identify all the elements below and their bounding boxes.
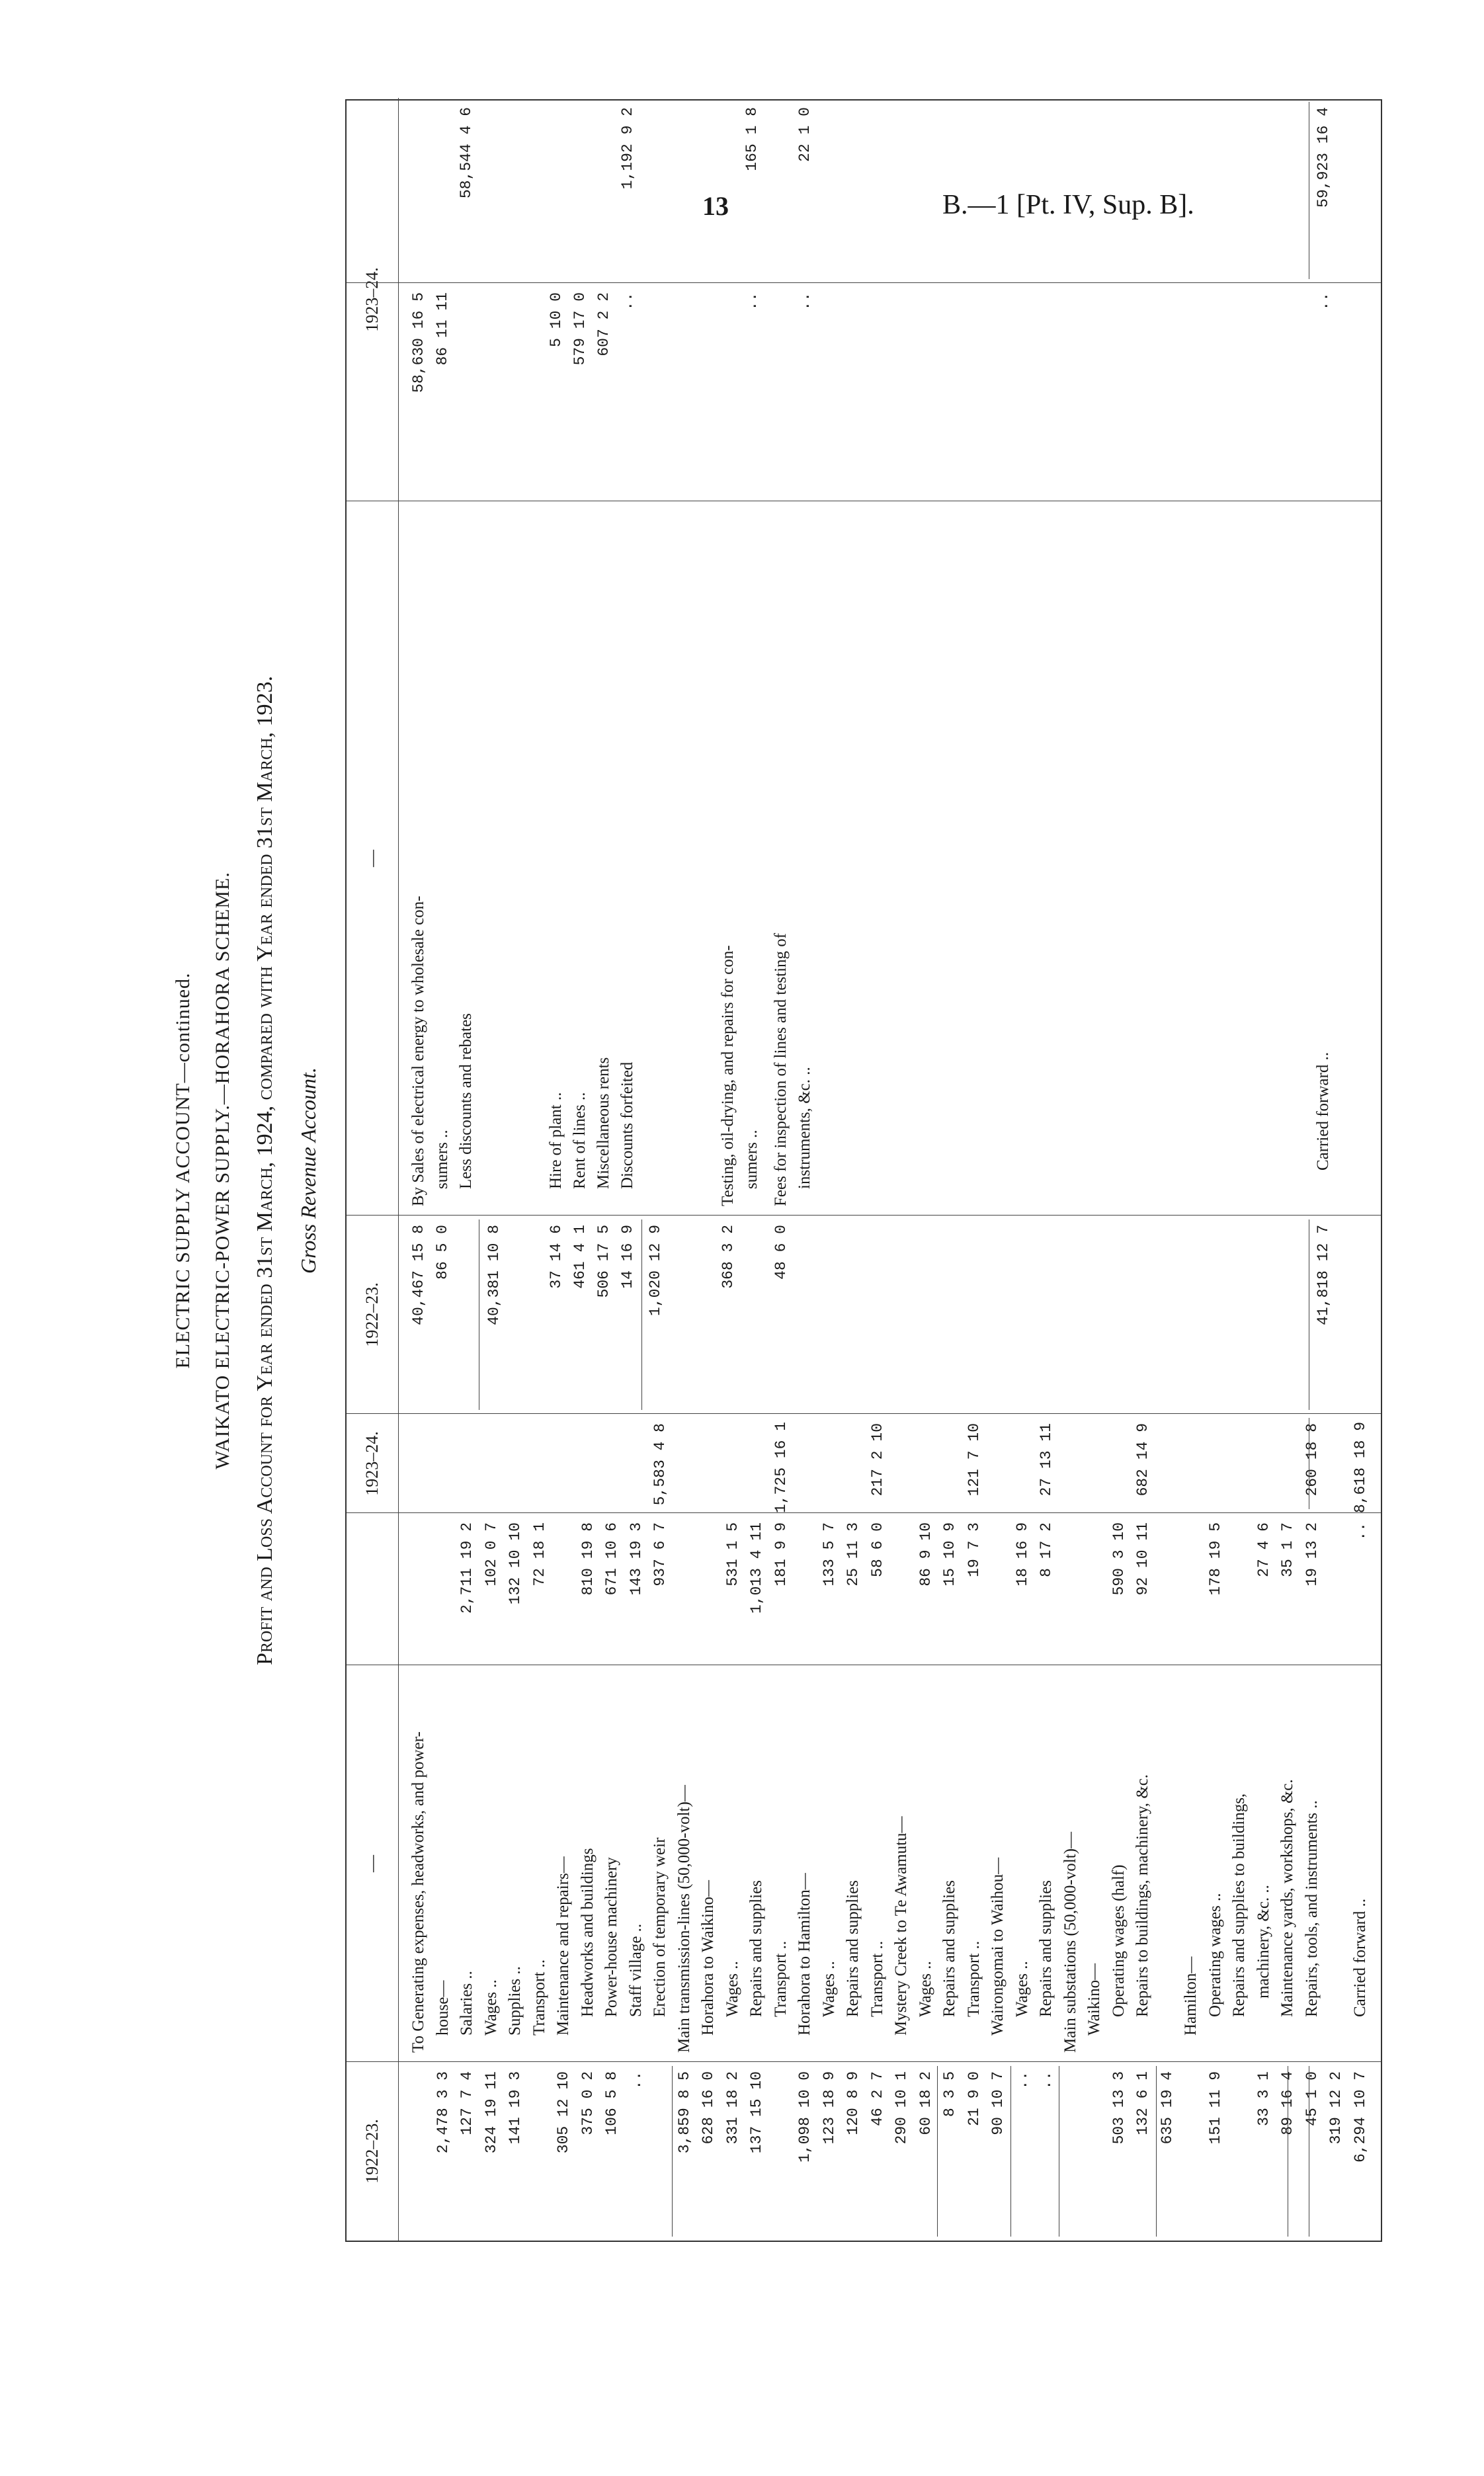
exp-prev-value: 375 0 2 — [579, 2071, 597, 2135]
exp-cur-item-value: 1,013 4 11 — [748, 1522, 765, 1614]
exp-item-label: Mystery Creek to Te Awamutu— — [892, 1816, 910, 2036]
inc-item-label — [483, 501, 505, 1216]
exp-item-label: Repairs and supplies — [940, 1880, 958, 2017]
rotated-account-page — [172, 99, 1382, 2242]
exp-cur-head: 1923–24. — [347, 1262, 399, 1665]
exp-item-label: Transport .. — [771, 1940, 790, 2017]
exp-item-label: Main substations (50,000-volt)— — [1061, 1831, 1079, 2053]
inc-prev-value: 86 5 0 — [434, 1225, 451, 1280]
exp-item-label: Horahora to Waikino— — [699, 1880, 717, 2036]
exp-prev-head: 1922–23. — [347, 2062, 399, 2241]
exp-cur-item-value: 15 10 9 — [941, 1522, 958, 1587]
exp-item-label: Repairs, tools, and instruments .. — [1302, 1800, 1321, 2017]
inc-prev-value: 41,818 12 7 — [1315, 1225, 1332, 1325]
exp-prev-value: 33 3 1 — [1255, 2071, 1272, 2126]
inc-cur-total-value: 1,192 9 2 — [619, 107, 636, 190]
exp-cur-item-value: 27 4 6 — [1255, 1522, 1272, 1577]
inc-item-label: Hire of plant .. — [547, 1092, 565, 1189]
exp-cur-item-value: 181 9 9 — [772, 1522, 790, 1587]
exp-prev-col — [347, 2061, 1381, 2241]
inc-cur-total-value: 165 1 8 — [743, 107, 761, 171]
exp-prev-subtotal-rule — [1156, 2066, 1157, 2237]
exp-item-label: To Generating expenses, headworks, and power- — [409, 1731, 427, 2053]
exp-prev-value: 106 5 8 — [603, 2071, 620, 2135]
exp-item-label: Repairs and supplies — [844, 1880, 862, 2017]
document-reference: B.—1 [Pt. IV, Sup. B]. — [942, 190, 1194, 220]
inc-cur-item-value: .. — [1315, 292, 1332, 311]
exp-cur-item-value: 671 10 6 — [603, 1522, 620, 1596]
title-gross-revenue: Gross Revenue Account. — [296, 1067, 320, 1274]
exp-item-label: Wages .. — [819, 1961, 838, 2017]
inc-prev-col — [347, 1215, 1381, 1414]
exp-prev-value: 1,098 10 0 — [796, 2071, 813, 2163]
exp-item-label: Wairongomai to Waihou— — [989, 1857, 1007, 2036]
exp-cur-item-value: .. — [1351, 1522, 1369, 1541]
exp-cur-item-value: 810 19 8 — [579, 1522, 597, 1596]
inc-item-label: By Sales of electrical energy to wholesale con- — [409, 895, 427, 1206]
exp-prev-value: 2,478 3 3 — [434, 2071, 452, 2154]
exp-cur-total-value: 121 7 10 — [965, 1423, 983, 1497]
exp-cur-item-value: 19 7 3 — [965, 1522, 983, 1577]
exp-cur-col — [347, 1413, 1381, 1665]
exp-cur-item-value: 590 3 10 — [1110, 1522, 1128, 1596]
exp-prev-value: 290 10 1 — [893, 2071, 910, 2145]
exp-prev-value: 503 13 3 — [1110, 2071, 1128, 2145]
exp-item-label: Maintenance yards, workshops, &c. — [1278, 1779, 1296, 2017]
title-profit-loss: Profit and Loss Account for Year ended 31st March, 1924, compared with Year ended 31st March, 1923. — [253, 676, 277, 1665]
inc-desc-head: — — [347, 501, 399, 1216]
inc-item-label: sumers .. — [433, 1130, 451, 1189]
exp-cur-item-value: 18 16 9 — [1013, 1522, 1031, 1587]
title-electric-supply: ELECTRIC SUPPLY ACCOUNT—continued. — [172, 972, 194, 1369]
exp-prev-value: 132 6 1 — [1134, 2071, 1151, 2135]
exp-cur-item-value: 8 17 2 — [1038, 1522, 1055, 1577]
exp-prev-value: 3,859 8 5 — [675, 2071, 693, 2154]
inc-item-label: Fees for inspection of lines and testing of — [772, 932, 790, 1206]
inc-prev-value: 461 4 1 — [571, 1225, 589, 1289]
inc-cur-item-value: 86 11 11 — [434, 292, 451, 366]
inc-cur-item-value: 5 10 0 — [548, 292, 565, 347]
exp-prev-value: .. — [627, 2071, 645, 2090]
exp-prev-value: 305 12 10 — [555, 2071, 572, 2154]
exp-prev-value: 6,294 10 7 — [1351, 2071, 1369, 2163]
exp-prev-value: 141 19 3 — [507, 2071, 524, 2145]
exp-prev-subtotal-rule — [672, 2066, 673, 2237]
exp-cur-item-value: 25 11 3 — [845, 1522, 862, 1587]
inc-prev-head: 1922–23. — [347, 1216, 399, 1414]
exp-cur-item-value: 2,711 19 2 — [458, 1522, 475, 1614]
inc-prev-value: 37 14 6 — [548, 1225, 565, 1289]
inc-cur-item-value: 579 17 0 — [571, 292, 589, 366]
inc-cur-item-value: .. — [619, 292, 636, 311]
exp-cur-item-value: 133 5 7 — [820, 1522, 838, 1587]
inc-prev-value: 368 3 2 — [720, 1225, 737, 1289]
inc-cur-head: 1923–24. — [347, 98, 399, 501]
exp-prev-value: 46 2 7 — [868, 2071, 886, 2126]
exp-prev-value: .. — [1038, 2071, 1055, 2090]
exp-item-label: Power-house machinery — [602, 1857, 620, 2017]
exp-cur-item-value: 531 1 5 — [723, 1522, 741, 1587]
inc-cur-total-value: 59,923 16 4 — [1315, 107, 1332, 208]
inc-prev-value: 40,381 10 8 — [485, 1225, 503, 1325]
exp-cur-item-value: 143 19 3 — [627, 1522, 645, 1596]
exp-item-label: Supplies .. — [506, 1966, 524, 2036]
exp-cur-item-value: 35 1 7 — [1279, 1522, 1296, 1577]
exp-prev-value: 635 19 4 — [1158, 2071, 1176, 2145]
exp-prev-value: 319 12 2 — [1327, 2071, 1344, 2145]
inc-item-label: Testing, oil-drying, and repairs for con- — [719, 945, 737, 1206]
exp-cur-total-value: 260 18 8 — [1303, 1423, 1321, 1497]
exp-cur-item-value: 102 0 7 — [482, 1522, 500, 1587]
exp-item-label: Operating wages .. — [1206, 1893, 1224, 2017]
inc-prev-subtotal-rule — [641, 1219, 642, 1410]
inc-prev-value: 1,020 12 9 — [647, 1225, 664, 1317]
exp-item-label: Wages .. — [1012, 1961, 1031, 2017]
exp-prev-subtotal-rule — [1010, 2066, 1011, 2237]
exp-cur-item-value: 19 13 2 — [1303, 1522, 1321, 1587]
inc-cur-col — [347, 98, 1381, 501]
exp-item-label: Operating wages (half) — [1109, 1864, 1128, 2017]
inc-item-label: sumers .. — [743, 1130, 761, 1189]
exp-prev-value: 89 16 4 — [1279, 2071, 1296, 2135]
exp-cur-item-value: 72 18 1 — [530, 1522, 548, 1587]
exp-prev-value: 628 16 0 — [700, 2071, 717, 2145]
exp-cur-item-value: 937 6 7 — [651, 1522, 669, 1587]
inc-prev-value: 40,467 15 8 — [410, 1225, 427, 1325]
exp-cur-item-value: 58 6 0 — [868, 1522, 886, 1577]
exp-prev-value: 127 7 4 — [458, 2071, 475, 2135]
exp-prev-value: 324 19 11 — [482, 2071, 500, 2154]
exp-item-label: Main transmission-lines (50,000-volt)— — [675, 1785, 693, 2053]
exp-item-label: Salaries .. — [458, 1971, 475, 2036]
exp-item-label: Waikino— — [1085, 1963, 1103, 2036]
exp-item-label: Repairs and supplies to buildings, — [1230, 1793, 1248, 2017]
exp-item-label: Carried forward .. — [1350, 1898, 1369, 2017]
exp-item-label: Repairs to buildings, machinery, &c. — [1134, 1774, 1151, 2017]
exp-cur-item-value: 178 19 5 — [1206, 1522, 1224, 1596]
exp-prev-value: 60 18 2 — [917, 2071, 934, 2135]
page-number: 13 — [702, 191, 729, 221]
exp-cur-total-value: 682 14 9 — [1134, 1423, 1151, 1497]
inc-item-label: Discounts forfeited — [618, 1061, 636, 1189]
inc-prev-value: 506 17 5 — [595, 1225, 612, 1298]
title-scheme: WAIKATO ELECTRIC-POWER SUPPLY.—HORAHORA SCHEME. — [212, 872, 233, 1469]
inc-cur-item-value: 607 2 2 — [595, 292, 612, 356]
inc-prev-value: 48 6 0 — [772, 1225, 790, 1280]
exp-item-label: Hamilton— — [1182, 1956, 1200, 2036]
exp-item-label: Headworks and buildings — [578, 1848, 597, 2017]
inc-item-label: Rent of lines .. — [571, 1092, 589, 1189]
inc-prev-value: 14 16 9 — [619, 1225, 636, 1289]
inc-cur-total-value: 58,544 4 6 — [458, 107, 475, 199]
exp-item-label — [1325, 1665, 1347, 2062]
exp-cur-total-value: 5,583 4 8 — [651, 1423, 669, 1506]
exp-prev-value: 8 3 5 — [941, 2071, 958, 2118]
inc-cur-item-value: .. — [796, 292, 813, 311]
exp-item-label: Transport .. — [868, 1940, 886, 2017]
exp-item-label: Wages .. — [916, 1961, 934, 2017]
exp-cur-total-value: 8,618 18 9 — [1351, 1421, 1369, 1513]
exp-prev-value: 45 1 0 — [1303, 2071, 1321, 2126]
inc-item-label: Carried forward .. — [1314, 1052, 1332, 1171]
exp-cur-item-value: 132 10 10 — [507, 1522, 524, 1605]
exp-item-label: Maintenance and repairs— — [554, 1856, 572, 2036]
exp-prev-value: 90 10 7 — [989, 2071, 1007, 2135]
exp-item-label: house— — [433, 1980, 452, 2036]
exp-prev-value: 21 9 0 — [965, 2071, 983, 2126]
inc-item-label — [644, 501, 667, 1216]
exp-item-label: Staff village .. — [626, 1923, 645, 2017]
inc-item-label: instruments, &c. .. — [796, 1067, 813, 1189]
exp-prev-value: 331 18 2 — [723, 2071, 741, 2145]
exp-cur-item-value: 92 10 11 — [1134, 1522, 1151, 1596]
exp-cur-item-value: 86 9 10 — [917, 1522, 934, 1587]
exp-desc-col — [347, 1665, 1381, 2062]
exp-item-label: Erection of temporary weir — [651, 1837, 669, 2017]
exp-prev-value: 120 8 9 — [845, 2071, 862, 2135]
exp-item-label: Horahora to Hamilton— — [796, 1873, 813, 2036]
exp-item-label: Transport .. — [964, 1940, 983, 2017]
exp-item-label — [1156, 1665, 1178, 2062]
exp-prev-value: 123 18 9 — [820, 2071, 838, 2145]
inc-desc-col — [347, 501, 1381, 1216]
exp-cur-total-value: 27 13 11 — [1038, 1423, 1055, 1497]
inc-item-label: Miscellaneous rents — [595, 1057, 612, 1189]
exp-desc-head: — — [347, 1665, 399, 2062]
inc-cur-item-value: .. — [743, 292, 761, 311]
exp-item-label: Repairs and supplies — [747, 1880, 765, 2017]
exp-item-label: Repairs and supplies — [1037, 1880, 1055, 2017]
inc-cur-total-value: 22 1 0 — [796, 107, 813, 162]
exp-item-label: Transport .. — [530, 1959, 548, 2036]
exp-cur-total-value: 217 2 10 — [868, 1423, 886, 1497]
exp-prev-value: 151 11 9 — [1206, 2071, 1224, 2145]
revenue-table — [345, 99, 1382, 2242]
exp-item-label: machinery, &c. .. — [1254, 1885, 1272, 1999]
exp-item-label: Wages .. — [723, 1961, 741, 2017]
inc-item-label: Less discounts and rebates — [457, 1013, 475, 1189]
exp-prev-value: .. — [1013, 2071, 1031, 2090]
exp-item-label: Wages .. — [481, 1979, 500, 2036]
exp-cur-total-value: 1,725 16 1 — [772, 1421, 790, 1513]
exp-prev-subtotal-rule — [937, 2066, 938, 2237]
exp-prev-value: 137 15 10 — [748, 2071, 765, 2154]
inc-cur-item-value: 58,630 16 5 — [410, 292, 427, 393]
